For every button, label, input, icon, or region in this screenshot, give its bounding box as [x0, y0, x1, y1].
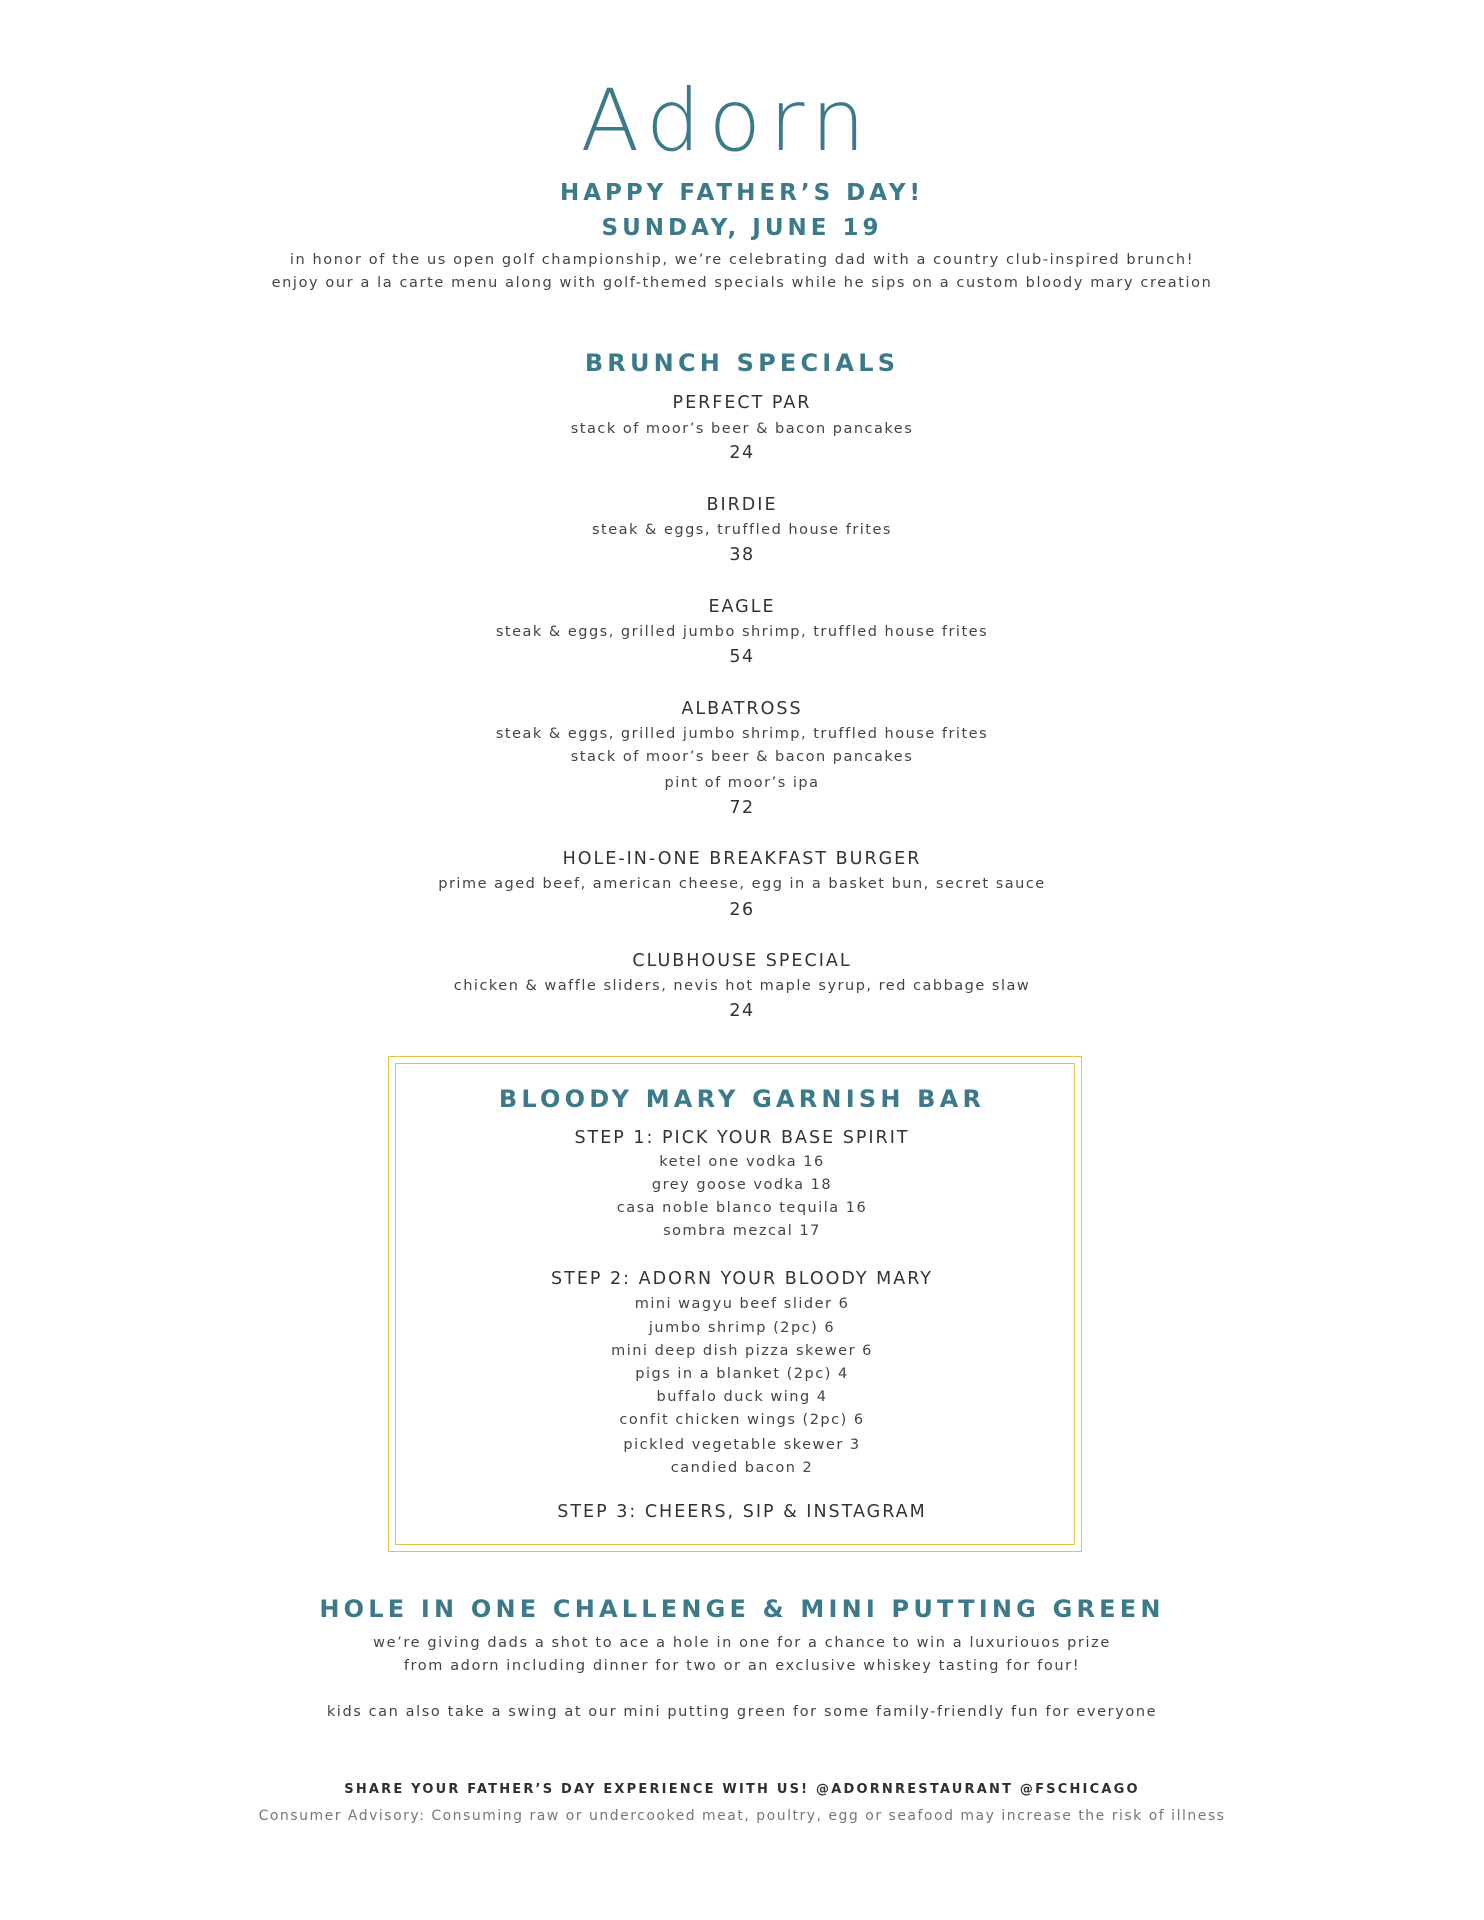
garnish-item: pickled vegetable skewer 3: [623, 1437, 861, 1453]
item-price: 24: [729, 1001, 755, 1021]
item-desc: steak & eggs, grilled jumbo shrimp, truffled house frites: [495, 726, 989, 742]
step-1-title: STEP 1: PICK YOUR BASE SPIRIT: [574, 1128, 910, 1148]
intro-line-2: enjoy our a la carte menu along with golf-themed specials while he sips on a custom bloody mary creation: [271, 275, 1213, 291]
spirit-item: sombra mezcal 17: [663, 1223, 821, 1239]
item-price: 38: [729, 545, 755, 565]
item-desc: chicken & waffle sliders, nevis hot maple syrup, red cabbage slaw: [453, 978, 1031, 994]
garnish-item: mini deep dish pizza skewer 6: [611, 1343, 873, 1359]
logo-wordmark: Adorn: [580, 76, 874, 156]
spirit-item: grey goose vodka 18: [651, 1177, 833, 1193]
spirit-item: ketel one vodka 16: [659, 1154, 825, 1170]
garnish-item: jumbo shrimp (2pc) 6: [648, 1320, 836, 1336]
step-2-title: STEP 2: ADORN YOUR BLOODY MARY: [551, 1269, 933, 1289]
item-desc: steak & eggs, truffled house frites: [592, 522, 892, 538]
headline-fathers-day: HAPPY FATHER’S DAY!: [559, 180, 925, 206]
item-name-birdie: BIRDIE: [706, 495, 778, 515]
garnish-item: confit chicken wings (2pc) 6: [619, 1412, 865, 1428]
item-name-perfect-par: PERFECT PAR: [672, 393, 812, 413]
garnish-bar-title: BLOODY MARY GARNISH BAR: [498, 1085, 986, 1113]
item-price: 72: [729, 798, 755, 818]
garnish-item: candied bacon 2: [670, 1460, 814, 1476]
challenge-line-1: we’re giving dads a shot to ace a hole in one for a chance to win a luxuriouos prize: [373, 1635, 1111, 1651]
social-share: SHARE YOUR FATHER’S DAY EXPERIENCE WITH US! @ADORNRESTAURANT @FSCHICAGO: [344, 1782, 1140, 1797]
item-desc: prime aged beef, american cheese, egg in a basket bun, secret sauce: [438, 876, 1046, 892]
item-name-hole-in-one-burger: HOLE-IN-ONE BREAKFAST BURGER: [562, 849, 922, 869]
item-desc: stack of moor’s beer & bacon pancakes: [570, 421, 914, 437]
spirit-item: casa noble blanco tequila 16: [616, 1200, 868, 1216]
item-desc: stack of moor’s beer & bacon pancakes: [570, 749, 914, 765]
item-desc: steak & eggs, grilled jumbo shrimp, truffled house frites: [495, 624, 989, 640]
brunch-specials-title: BRUNCH SPECIALS: [584, 349, 900, 377]
headline-date: SUNDAY, JUNE 19: [601, 215, 883, 241]
item-name-clubhouse-special: CLUBHOUSE SPECIAL: [632, 951, 852, 971]
garnish-item: pigs in a blanket (2pc) 4: [635, 1366, 849, 1382]
challenge-line-2: from adorn including dinner for two or an exclusive whiskey tasting for four!: [403, 1658, 1081, 1674]
item-name-eagle: EAGLE: [708, 597, 776, 617]
item-price: 24: [729, 443, 755, 463]
challenge-title: HOLE IN ONE CHALLENGE & MINI PUTTING GREEN: [319, 1595, 1165, 1623]
consumer-advisory: Consumer Advisory: Consuming raw or undercooked meat, poultry, egg or seafood may increase the risk of illness: [258, 1808, 1226, 1824]
step-3-title: STEP 3: CHEERS, SIP & INSTAGRAM: [557, 1502, 927, 1522]
intro-line-1: in honor of the us open golf championship, we’re celebrating dad with a country club-inspired brunch!: [289, 252, 1195, 268]
garnish-item: buffalo duck wing 4: [656, 1389, 828, 1405]
item-price: 54: [729, 647, 755, 667]
item-price: 26: [729, 900, 755, 920]
garnish-item: mini wagyu beef slider 6: [634, 1296, 850, 1312]
challenge-line-3: kids can also take a swing at our mini putting green for some family-friendly fun for everyone: [326, 1704, 1158, 1720]
adorn-logo: [0, 76, 1484, 156]
item-name-albatross: ALBATROSS: [681, 699, 803, 719]
item-desc: pint of moor’s ipa: [664, 775, 820, 791]
